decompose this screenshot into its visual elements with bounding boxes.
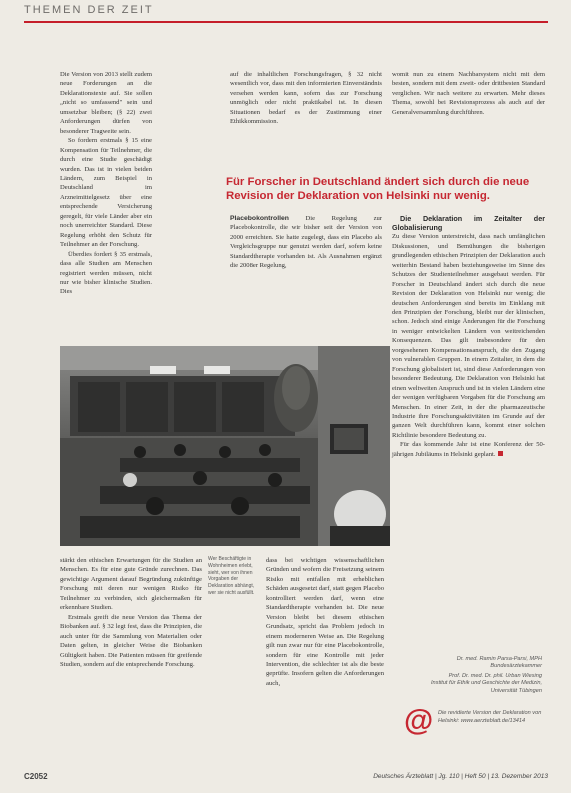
- reference-link[interactable]: Die revidierte Version der Deklaration von Helsinki: www.aerzteblatt.de/13414: [438, 710, 542, 724]
- column-1-top: [60, 70, 152, 297]
- paragraph: stärkt den ethischen Erwartungen für die Studien an Menschen. Es für eine gute Gründe zurechnen. Das gewichtige Argument darauf Begründung zukünftige Forschung mit deren nur wenigen Risiko für Teilnehmer zu verbinden, sich gleichermaßen für erkennbare Studien.: [60, 557, 202, 612]
- paragraph: womit nun zu einem Nachbarsystem nicht mit dem besten, sondern mit dem zweit- oder drittbesten Standard verglichen. Wir nach weitere zu erwarten. Mehr dieses Thema, sowohl bei Revisionsprozess als auch auf der Generalversammlung durchführen.: [392, 71, 545, 116]
- author: Prof. Dr. med. Dr. phil. Urban Wiesing Institut für Ethik und Geschichte der Medizin, Universität Tübingen: [431, 672, 542, 694]
- paragraph: Erstmals greift die neue Version das Thema der Biobanken auf. § 32 legt fest, dass die Prinzipien, die auch unter für die Sammlung von Materialien oder Daten gelten, in gleicher Weise die Biobanken Gültigkeit haben. Die Patienten müssen für greifende Studien, sondern auf die entsprechende Forschung.: [60, 613, 202, 668]
- paragraph: auf die inhaltlichen Forschungsfragen, § 32 nicht wesentlich vor, dass mit den informierten Einverständnis versehen werden kann, sofern das zur Forschung unmöglich oder nicht praktikabel ist. In diesen Situationen bedarf es der Zustimmung einer Ethikkommission.: [230, 71, 382, 126]
- paragraph: Überdies fordert § 35 erstmals, dass alle Studien am Menschen registriert werden müssen, nicht nur wie bisher klinische Studien. Dies: [60, 250, 152, 296]
- column-2-middle: [230, 214, 382, 271]
- paragraph: Zu diese Version unterstreicht, dass nach umfänglichen Diskussionen, und Bemühungen die bisherigen grundlegenden ethischen Prinzipien der Deklaration auch weiterhin Bestand haben beziehungsweise im Sinne des Schutzes der Studienteilnehmer ausgebaut werden. Für Forscher in Deutschland ändert sich durch die neue Revision der Deklaration von Helsinki nur wenig; die deutschen Anforderungen sind bereits im Einklang mit den Prinzipien der Forschung, bleibt nur der klinischen, schon. Jedoch sind einige Änderungen für die Forschung in weniger entwickelten Ländern von weitreichenden Konsequenzen. Das gilt insbesondere für den vorgesehenen Kompensationsanspruch, die den Zugang von vulnerablen Gruppen. In einem Zeitalter, in dem die Forschung globalisiert ist, sind diese Anforderungen von besonderer Bedeutung. Die Deklaration von Helsinki hat einen weltweiten Anspruch und ist in vielen Ländern eine der wenigen verfügbaren Vorgaben für die Forschung am Menschen. In einer Zeit, in der die pharmazeutische Industrie ihre Forschungsaktivitäten im Grunde auf der ganzen Welt durchführen kann, kommt einer solchen Richtlinie besondere Bedeutung zu.: [392, 233, 545, 439]
- page-footer: [24, 772, 548, 784]
- subhead: Die Deklaration im Zeitalter der Globalisierung: [392, 214, 545, 233]
- paragraph: So fordern erstmals § 15 eine Kompensation für Teilnehmer, die durch eine Studie geschädigt wurden. Das ist in vielen beiden Ländern, zum Beispiel in Deutschland im Arzneimittelgesetz über eine entsprechende Versicherung geregelt, für viele Länder aber ein noch unerreichter Standard. Diese Regelung erhöht den Schutz für Teilnehmer an der Forschung.: [60, 137, 152, 249]
- journal-issue: Deutsches Ärzteblatt | Jg. 110 | Heft 50 | 13. Dezember 2013: [373, 773, 548, 780]
- author-block: [402, 656, 542, 697]
- paragraph: dass bei wichtigen wissenschaftlichen Gründen und wofern die Freisetzung seinem Risiko mit entfallen mit erheblichen Schäden ausgesetzt darf, statt gegen Placebo kontrolliert werden darf, wenn eine Standardtherapie vorhanden ist. Die neue Version bleibt bei diesem ethischen Grundsatz, spricht das Problem jedoch in einem moderneren Weise an. Die Regelung gilt nun zwar nur für eine Placebokontrolle, sondern für eine Kontrolle mit jeder Intervention, die schlechter ist als die beste geprüfte. Insofern gelten die Anforderungen auch,: [266, 557, 384, 687]
- headline: Für Forscher in Deutschland ändert sich durch die neue Revision der Deklaration von Helsinki nur wenig.: [226, 176, 530, 202]
- column-3-main: [392, 214, 545, 459]
- placebo-lead: Placebokontrollen: [230, 215, 289, 222]
- photo-caption: Wer Beschäftigte in Wohnheimen erlebt, sieht, wer von ihnen Vorgaben der Deklaration abhängt, wer sie nicht ausfüllt.: [208, 556, 255, 596]
- column-2-top: [230, 70, 382, 127]
- page-number: C2052: [24, 772, 48, 781]
- lecture-hall-photo: [60, 346, 390, 546]
- end-mark-icon: [498, 451, 503, 456]
- column-2-bottom: [266, 556, 384, 688]
- column-3-top: [392, 70, 545, 117]
- closing-text: Für das kommende Jahr ist eine Konferenz der 50-jährigen Jubiläums in Helsinki geplant.: [392, 441, 545, 458]
- paragraph: [230, 214, 382, 271]
- placebo-text: Die Regelung zur Placebokontrolle, die wir bisher seit der Version von 2000 erreichten. Sie hatte zugelegt, dass ein Placebo als Vergleichsgruppe nur genutzt werden darf, sofern keine Standardtherapie vorhanden ist. Als Ausnahmen ergänzt die 2008er Regelung,: [230, 215, 382, 270]
- photo-illustration: [60, 346, 390, 546]
- paragraph: [392, 440, 545, 459]
- column-1-bottom: [60, 556, 202, 669]
- paragraph: Die Version von 2013 stellt zudem neue Forderungen an die Deklarationstexte auf. Sie sollen „nicht so umfassend" sein und umsetzbar bleiben; (§ 22) zwei Anforderungen dürfen von besonderer Tragweite sein.: [60, 71, 152, 135]
- online-reference[interactable]: [404, 706, 548, 738]
- at-sign-icon: @: [404, 704, 434, 737]
- author: Dr. med. Ramin Parsa-Parsi, MPH Bundesärztekammer: [456, 656, 542, 670]
- section-label: THEMEN DER ZEIT: [24, 4, 154, 16]
- section-rule: [24, 21, 548, 23]
